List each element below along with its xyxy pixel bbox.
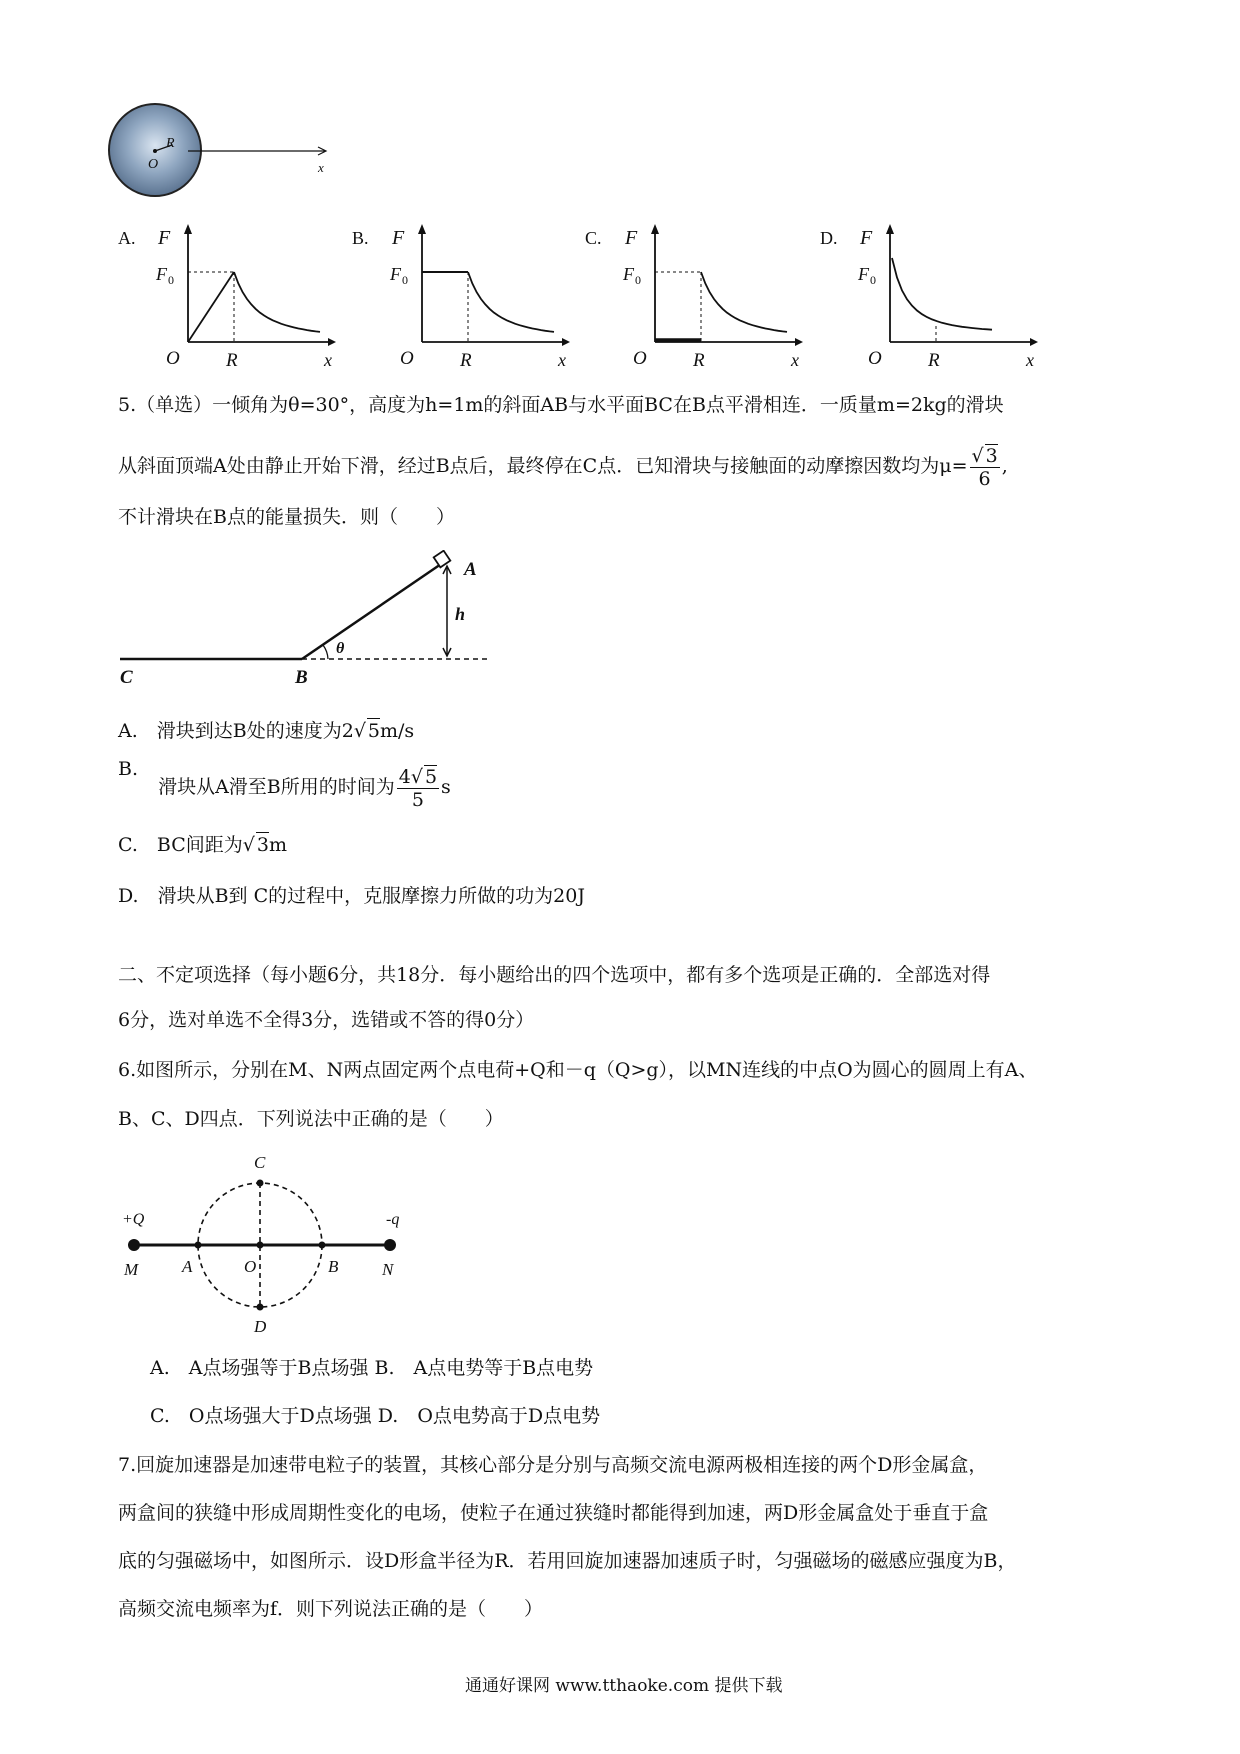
q5-line2: 从斜面顶端A处由静止开始下滑，经过B点后，最终停在C点．已知滑块与接触面的动摩擦因数均为μ= $\frac{√ 3}{6}$ ,: [118, 445, 1008, 490]
label-N: N: [382, 1260, 394, 1279]
label-theta: θ: [336, 640, 345, 657]
charge-M: [128, 1239, 140, 1251]
q6-options-cd: C. O点场强大于D点场强 D. O点电势高于D点电势: [150, 1405, 601, 1427]
option-letter: C.: [585, 228, 602, 248]
time-fraction: $\frac{4√ 5}{5}$: [398, 766, 438, 811]
label-O: O: [148, 157, 159, 172]
charge-N: [384, 1239, 396, 1251]
label-B: B: [295, 667, 308, 688]
label-F: F: [392, 227, 405, 249]
incline-AB: [302, 562, 444, 659]
section2-line1: 二、不定项选择（每小题6分，共18分．每小题给出的四个选项中，都有多个选项是正确的．全部选对得: [118, 964, 991, 986]
label-B: B: [328, 1257, 339, 1276]
option-graph-c: [585, 222, 825, 372]
label-D: D: [254, 1317, 267, 1336]
q5-line1: 5.（单选）一倾角为θ=30°，高度为h=1m的斜面AB与水平面BC在B点平滑相连．一质量m=2kg的滑块: [118, 394, 1004, 416]
label-F: F: [860, 227, 873, 249]
q5-option-a: A. 滑块到达B处的速度为2√ 5m/s: [118, 720, 415, 742]
mu-fraction: $\frac{√ 3}{6}$: [971, 445, 998, 490]
label-x: x: [791, 350, 799, 370]
label-R: R: [460, 350, 472, 371]
label-O: O: [244, 1257, 257, 1276]
q7-line1: 7.回旋加速器是加速带电粒子的装置，其核心部分是分别与高频交流电源两极相连接的两个D形金属盒，: [118, 1454, 988, 1476]
label-A: A: [182, 1257, 193, 1276]
charges-figure: [110, 1150, 430, 1340]
label-A: A: [464, 559, 477, 580]
label-F: F: [158, 227, 171, 249]
label-F0-sub: 0: [635, 273, 641, 287]
label-C: C: [254, 1153, 266, 1172]
option-graph-a: [118, 222, 358, 372]
label-R: R: [928, 350, 940, 371]
label-R: R: [166, 136, 175, 151]
q7-line4: 高频交流电频率为f．则下列说法正确的是（ ）: [118, 1598, 544, 1620]
label-x: x: [318, 160, 324, 175]
label-h: h: [455, 604, 466, 624]
label-F0: F: [390, 264, 401, 284]
label-M: M: [124, 1260, 139, 1279]
q7-line2: 两盒间的狭缝中形成周期性变化的电场，使粒子在通过狭缝时都能得到加速，两D形金属盒处于垂直于盒: [118, 1502, 989, 1524]
label-F0: F: [858, 264, 869, 284]
label-x: x: [324, 350, 332, 370]
label-F0-sub: 0: [870, 273, 876, 287]
q5-option-d: D. 滑块从B到 C的过程中，克服摩擦力所做的功为20J: [118, 885, 585, 907]
option-graph-b: [352, 222, 592, 372]
q7-line3: 底的匀强磁场中，如图所示．设D形盒半径为R．若用回旋加速器加速质子时，匀强磁场的磁感应强度为B，: [118, 1550, 1017, 1572]
label-C: C: [120, 667, 133, 688]
label-O: O: [400, 348, 414, 369]
option-letter: A.: [118, 228, 136, 248]
option-letter: B.: [352, 228, 369, 248]
option-letter: D.: [820, 228, 838, 248]
q5-option-c: C. BC间距为√ 3m: [118, 834, 287, 856]
section2-line2: 6分，选对单选不全得3分，选错或不答的得0分）: [118, 1009, 535, 1031]
q5-option-b: B. 滑块从A滑至B所用的时间为 $\frac{4√ 5}{5}$ s: [118, 758, 451, 811]
q6-options-ab: A. A点场强等于B点场强 B. A点电势等于B点电势: [150, 1357, 594, 1379]
label-F0-sub: 0: [168, 273, 174, 287]
footer: 通通好课网 www.tthaoke.com 提供下载: [465, 1676, 783, 1696]
label-R: R: [226, 350, 238, 371]
label-F0-sub: 0: [402, 273, 408, 287]
label-x: x: [1026, 350, 1034, 370]
sphere-figure: [100, 100, 380, 200]
label-F0: F: [623, 264, 634, 284]
q5-line3: 不计滑块在B点的能量损失．则（ ）: [118, 506, 455, 528]
label-minusq: -q: [386, 1211, 400, 1228]
label-O: O: [868, 348, 882, 369]
option-graph-d: [820, 222, 1060, 372]
q6-line2: B、C、D四点．下列说法中正确的是（ ）: [118, 1108, 504, 1130]
label-R: R: [693, 350, 705, 371]
incline-figure: [110, 550, 500, 690]
q5-line2-text: 从斜面顶端A处由静止开始下滑，经过B点后，最终停在C点．已知滑块与接触面的动摩擦因数均为μ=: [118, 455, 968, 477]
q6-line1: 6.如图所示，分别在M、N两点固定两个点电荷+Q和－q（Q>g），以MN连线的中点O为圆心的圆周上有A、: [118, 1059, 1038, 1081]
label-x: x: [558, 350, 566, 370]
slider-block: [434, 551, 451, 568]
label-O: O: [633, 348, 647, 369]
label-plusQ: +Q: [122, 1211, 145, 1228]
label-F0: F: [156, 264, 167, 284]
label-F: F: [625, 227, 638, 249]
label-O: O: [166, 348, 180, 369]
